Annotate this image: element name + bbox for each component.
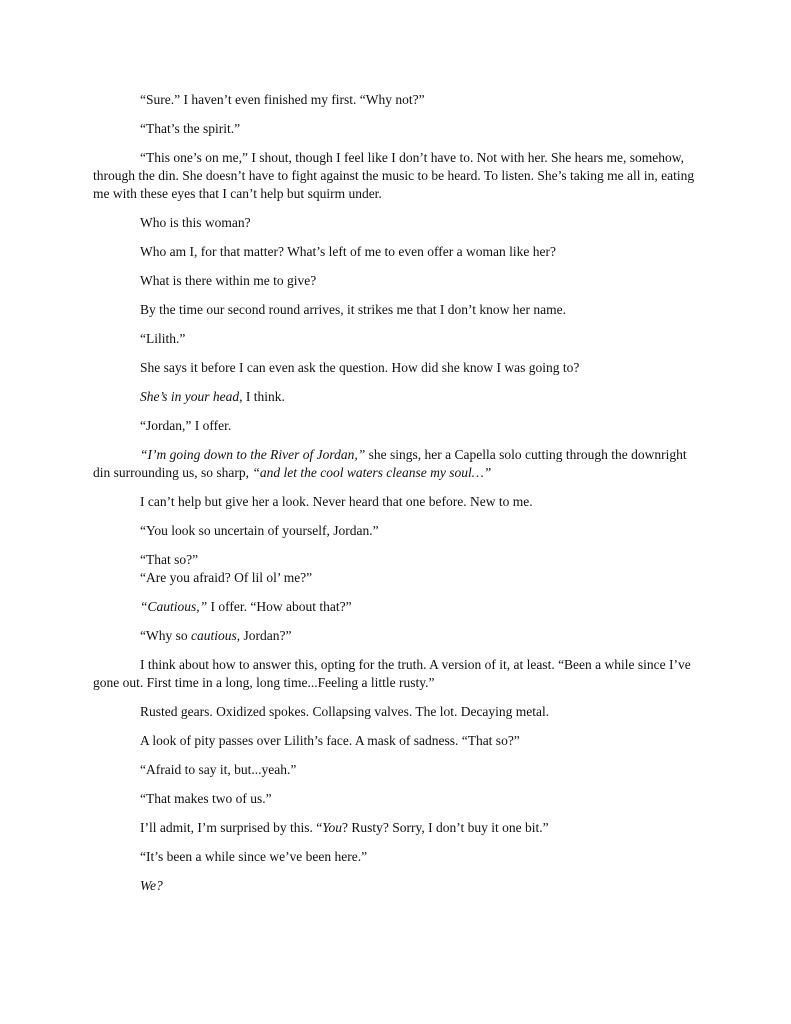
- paragraph-25: [93, 848, 695, 866]
- text-run: She says it before I can even ask the question. How did she know I was going to?: [140, 360, 580, 375]
- paragraph-7: [93, 301, 695, 319]
- text-run: Who is this woman?: [140, 215, 251, 230]
- text-run: I’ll admit, I’m surprised by this. “: [140, 820, 323, 835]
- paragraph-18: [93, 627, 695, 645]
- paragraph-5: [93, 243, 695, 261]
- text-run: I offer. “How about that?”: [207, 599, 352, 614]
- text-run: Rusted gears. Oxidized spokes. Collapsing valves. The lot. Decaying metal.: [140, 704, 550, 719]
- document-page: [93, 91, 695, 906]
- paragraph-20: [93, 703, 695, 721]
- text-run: I can’t help but give her a look. Never heard that one before. New to me.: [140, 494, 533, 509]
- text-run: “That so?”: [140, 552, 199, 567]
- text-run: “It’s been a while since we’ve been here.”: [140, 849, 368, 864]
- text-run: , Jordan?”: [236, 628, 292, 643]
- text-run: “You look so uncertain of yourself, Jordan.”: [140, 523, 379, 538]
- text-run: “Why so: [140, 628, 191, 643]
- text-run: “That’s the spirit.”: [140, 121, 241, 136]
- paragraph-23: [93, 790, 695, 808]
- text-run: I think.: [242, 389, 285, 404]
- paragraph-3: [93, 149, 695, 203]
- text-run: ? Rusty? Sorry, I don’t buy it one bit.”: [342, 820, 549, 835]
- paragraph-13: [93, 493, 695, 511]
- paragraph-17: [93, 598, 695, 616]
- text-run: A look of pity passes over Lilith’s face. A mask of sadness. “That so?”: [140, 733, 520, 748]
- italic-text: “and let the cool waters cleanse my soul…”: [252, 465, 492, 480]
- italic-text: She’s in your head,: [140, 389, 243, 404]
- text-run: “Are you afraid? Of lil ol’ me?”: [140, 570, 313, 585]
- paragraph-14: [93, 522, 695, 540]
- paragraph-15: [93, 551, 695, 569]
- paragraph-24: [93, 819, 695, 837]
- italic-text: cautious: [191, 628, 237, 643]
- italic-text: “Cautious,”: [140, 599, 208, 614]
- text-run: “Sure.” I haven’t even finished my first. “Why not?”: [140, 92, 425, 107]
- text-run: “That makes two of us.”: [140, 791, 272, 806]
- paragraph-1: [93, 91, 695, 109]
- text-run: Who am I, for that matter? What’s left of me to even offer a woman like her?: [140, 244, 556, 259]
- paragraph-22: [93, 761, 695, 779]
- paragraph-21: [93, 732, 695, 750]
- italic-text: You: [322, 820, 342, 835]
- text-run: I think about how to answer this, opting for the truth. A version of it, at least. “Been a while since I’ve gone out. First time in a long, long time...Feeling a little rusty.”: [93, 657, 691, 690]
- paragraph-11: [93, 417, 695, 435]
- paragraph-10: [93, 388, 695, 406]
- paragraph-12: [93, 446, 695, 482]
- paragraph-8: [93, 330, 695, 348]
- text-run: “Jordan,” I offer.: [140, 418, 232, 433]
- text-run: What is there within me to give?: [140, 273, 317, 288]
- paragraph-4: [93, 214, 695, 232]
- italic-text: “I’m going down to the River of Jordan,”: [140, 447, 366, 462]
- text-run: By the time our second round arrives, it strikes me that I don’t know her name.: [140, 302, 567, 317]
- text-run: she sings, her a Capella solo cutting through the downright din surrounding us, so sharp,: [93, 447, 687, 480]
- text-run: “Afraid to say it, but...yeah.”: [140, 762, 297, 777]
- italic-text: We?: [140, 878, 163, 893]
- paragraph-16: [93, 569, 695, 587]
- paragraph-19: [93, 656, 695, 692]
- paragraph-9: [93, 359, 695, 377]
- paragraph-2: [93, 120, 695, 138]
- paragraph-6: [93, 272, 695, 290]
- text-run: “This one’s on me,” I shout, though I feel like I don’t have to. Not with her. She hears me, somehow, through the din. She doesn’t have to fight against the music to be heard. To listen. She’s taking me all in, eating me with these eyes that I can’t help but squirm under.: [93, 150, 695, 201]
- text-run: “Lilith.”: [140, 331, 186, 346]
- paragraph-26: [93, 877, 695, 895]
